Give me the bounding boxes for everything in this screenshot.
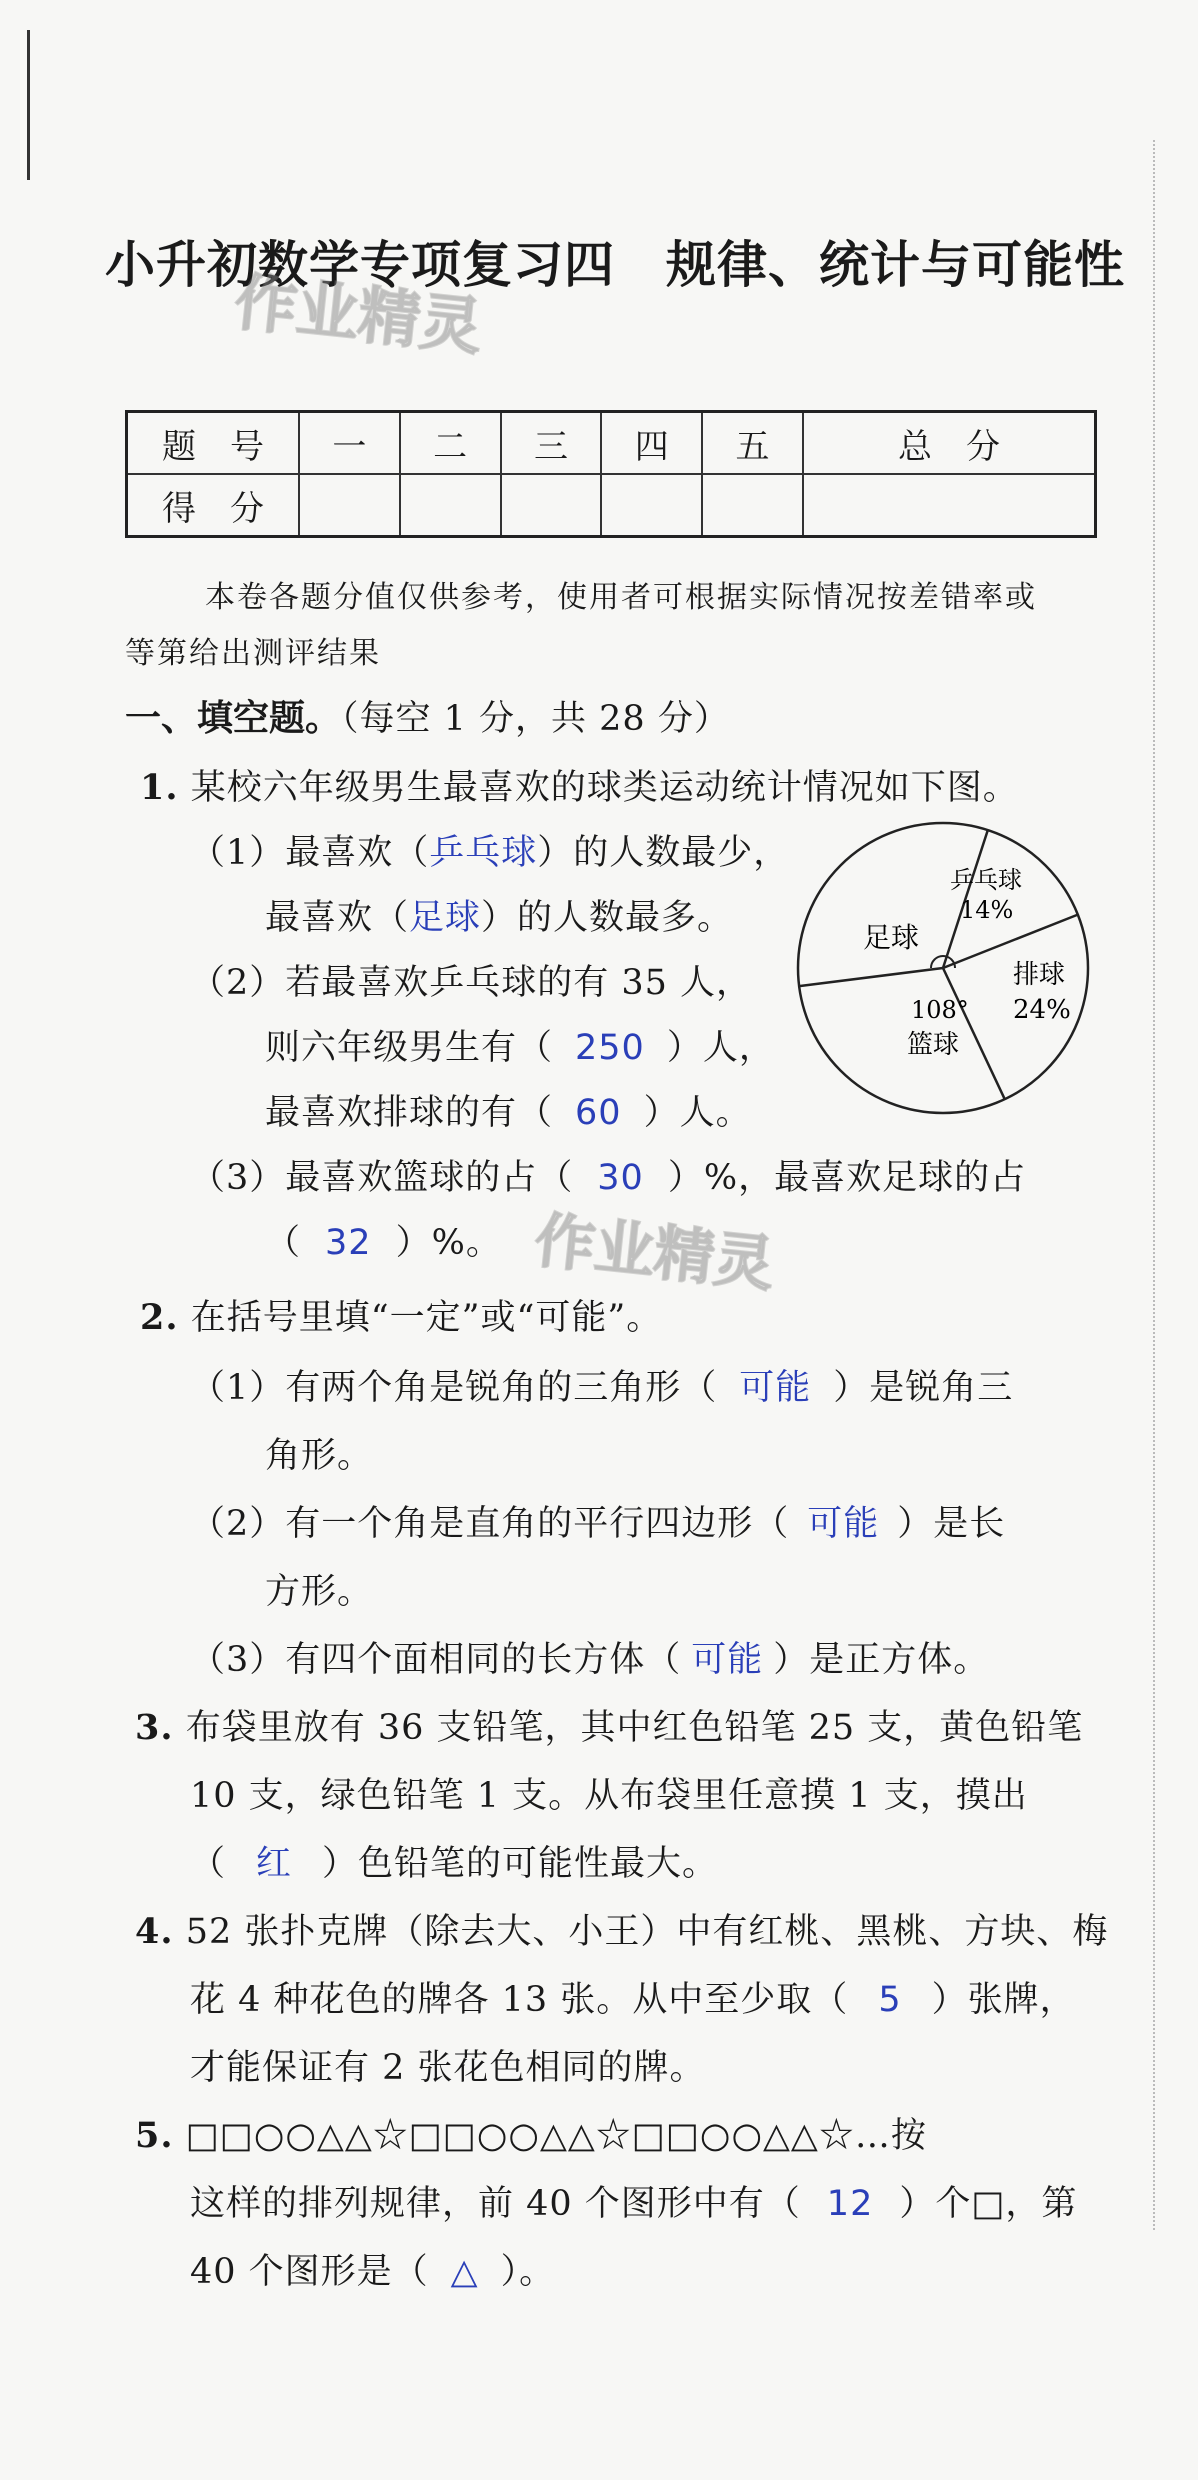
q3-line3 xyxy=(190,1836,718,1886)
q2-part1-cont: 角形。 xyxy=(265,1436,374,1476)
score-table xyxy=(125,410,1097,538)
score-cell: 二 xyxy=(400,412,501,475)
score-cell: 题 号 xyxy=(127,412,300,475)
question-number: 5. xyxy=(135,2115,174,2156)
score-cell: 五 xyxy=(702,412,803,475)
answer: 12 xyxy=(826,2184,874,2224)
text: ）的人数最多。 xyxy=(481,898,734,938)
question-3 xyxy=(135,1700,1083,1750)
q1-part1-line2 xyxy=(265,890,733,940)
note-line: 本卷各题分值仅供参考，使用者可根据实际情况按差错率或 xyxy=(205,580,1037,615)
text: ）人。 xyxy=(643,1093,752,1133)
text: 布袋里放有 36 支铅笔，其中红色铅笔 25 支，黄色铅笔 xyxy=(185,1708,1084,1748)
text: ）%。 xyxy=(395,1223,502,1263)
q4-line3: 才能保证有 2 张花色相同的牌。 xyxy=(190,2048,706,2088)
text: ）是锐角三 xyxy=(833,1368,1014,1408)
q1-part2-line1: （2）若最喜欢乒乓球的有 35 人， xyxy=(190,963,753,1003)
score-cell: 总 分 xyxy=(803,412,1096,475)
text: ）人， xyxy=(666,1028,775,1068)
answer: 可能 xyxy=(807,1504,880,1544)
text: （ xyxy=(190,1844,227,1884)
q2-part3 xyxy=(190,1632,989,1682)
answer: 30 xyxy=(597,1158,644,1198)
note-line: 等第给出测评结果 xyxy=(125,636,381,671)
q4-line2 xyxy=(190,1972,1076,2022)
pie-label-volleyball-pct: 24% xyxy=(1013,995,1071,1025)
text: ）个□，第 xyxy=(899,2184,1078,2224)
pie-label-pingpong: 乒乓球 xyxy=(950,866,1022,894)
score-input-cell[interactable] xyxy=(803,474,1096,537)
text: ）张牌， xyxy=(931,1980,1076,2020)
answer: 可能 xyxy=(691,1640,764,1680)
watermark: 作业精灵 xyxy=(231,265,486,364)
text: （3）最喜欢篮球的占（ xyxy=(190,1158,574,1198)
pie-label-volleyball: 排球 xyxy=(1013,960,1066,990)
pie-chart xyxy=(795,820,1095,1120)
question-1 xyxy=(140,760,1019,810)
text: 52 张扑克牌（除去大、小王）中有红桃、黑桃、方块、梅 xyxy=(185,1912,1109,1952)
answer: 60 xyxy=(575,1093,622,1133)
q5-line3 xyxy=(190,2244,555,2294)
score-input-cell[interactable] xyxy=(601,474,702,537)
answer: 红 xyxy=(256,1844,293,1884)
pie-label-football: 足球 xyxy=(863,921,920,954)
answer: 足球 xyxy=(409,898,482,938)
text: 最喜欢（ xyxy=(265,898,410,938)
text: ）%，最喜欢足球的占 xyxy=(667,1158,1027,1198)
score-cell: 三 xyxy=(501,412,602,475)
text: 最喜欢排球的有（ xyxy=(265,1093,554,1133)
q1-part2-line3 xyxy=(265,1085,752,1135)
score-table-score-row xyxy=(127,474,1096,537)
q2-part1 xyxy=(190,1360,1013,1410)
text: 这样的排列规律，前 40 个图形中有（ xyxy=(190,2184,801,2224)
question-stem: 某校六年级男生最喜欢的球类运动统计情况如下图。 xyxy=(190,768,1019,808)
score-table-header-row xyxy=(127,412,1096,475)
question-number: 1. xyxy=(140,767,179,808)
pie-slice-boundary-足球 xyxy=(799,968,943,986)
watermark: 作业精灵 xyxy=(531,1205,778,1301)
q1-part3-line2 xyxy=(265,1215,502,1265)
q1-part3-line1 xyxy=(190,1150,1026,1200)
text: 则六年级男生有（ xyxy=(265,1028,554,1068)
score-input-cell[interactable] xyxy=(501,474,602,537)
page-title: 小升初数学专项复习四 规律、统计与可能性 xyxy=(105,235,1125,294)
text: （ xyxy=(265,1223,302,1263)
text: ）。 xyxy=(500,2252,556,2292)
score-input-cell[interactable] xyxy=(702,474,803,537)
text: （2）有一个角是直角的平行四边形（ xyxy=(190,1504,790,1544)
score-cell: 得 分 xyxy=(127,474,300,537)
question-2 xyxy=(140,1290,662,1340)
text: ）是长 xyxy=(897,1504,1006,1544)
text: （3）有四个面相同的长方体（ xyxy=(190,1640,682,1680)
answer: △ xyxy=(450,2252,479,2292)
question-number: 4. xyxy=(135,1911,174,1952)
text: 花 4 种花色的牌各 13 张。从中至少取（ xyxy=(190,1980,849,2020)
section-note: （每空 1 分，共 28 分） xyxy=(341,699,730,739)
answer: 乒乓球 xyxy=(429,833,538,873)
question-number: 3. xyxy=(135,1707,174,1748)
q5-line2 xyxy=(190,2176,1077,2226)
text: （1）有两个角是锐角的三角形（ xyxy=(190,1368,718,1408)
answer: 5 xyxy=(878,1980,902,2020)
q2-part2-cont: 方形。 xyxy=(265,1572,374,1612)
text: 40 个图形是（ xyxy=(190,2252,429,2292)
section-heading xyxy=(125,690,730,741)
answer: 250 xyxy=(575,1028,645,1068)
pie-label-pingpong-pct: 14% xyxy=(960,896,1014,924)
pie-label-basketball: 篮球 xyxy=(907,1030,960,1060)
pie-label-basketball-angle: 108° xyxy=(911,996,969,1024)
answer: 可能 xyxy=(739,1368,812,1408)
answer: 32 xyxy=(325,1223,372,1263)
section-label: 一、填空题。 xyxy=(125,698,342,739)
q2-part2 xyxy=(190,1496,1005,1546)
score-input-cell[interactable] xyxy=(299,474,400,537)
q1-part2-line2 xyxy=(265,1020,775,1070)
question-5 xyxy=(135,2108,927,2158)
question-stem: 在括号里填“一定”或“可能”。 xyxy=(190,1298,663,1338)
page-edge xyxy=(1153,140,1155,2230)
text: ）是正方体。 xyxy=(773,1640,990,1680)
score-input-cell[interactable] xyxy=(400,474,501,537)
text: ）的人数最少， xyxy=(537,833,790,873)
score-cell: 一 xyxy=(299,412,400,475)
q3-line2: 10 支，绿色铅笔 1 支。从布袋里任意摸 1 支，摸出 xyxy=(190,1776,1028,1816)
binding-line xyxy=(27,30,30,180)
question-number: 2. xyxy=(140,1297,179,1338)
text: ）色铅笔的可能性最大。 xyxy=(322,1844,719,1884)
q1-part1-line1 xyxy=(190,825,789,875)
text: （1）最喜欢（ xyxy=(190,833,430,873)
text: □□○○△△☆□□○○△△☆□□○○△△☆…按 xyxy=(185,2116,927,2156)
question-4 xyxy=(135,1904,1108,1954)
score-cell: 四 xyxy=(601,412,702,475)
